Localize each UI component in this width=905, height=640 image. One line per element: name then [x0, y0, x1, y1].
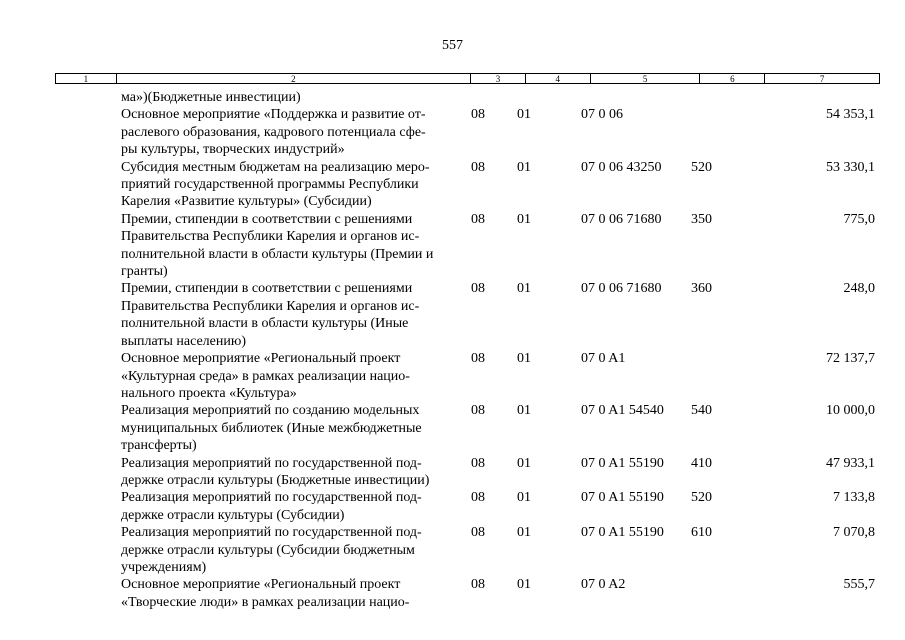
- row-description: Реализация мероприятий по государственной под- держке отрасли культуры (Субсидии бюджетным учреждениям): [121, 525, 422, 575]
- table-body: [0, 89, 905, 611]
- row-section: 08: [471, 107, 485, 123]
- row-subsection: 01: [517, 211, 531, 227]
- table-row: [0, 159, 905, 211]
- row-description: Реализация мероприятий по созданию модельных муниципальных библиотек (Иные межбюджетные трансферты): [121, 403, 422, 454]
- row-target-article: 07 0 A1 55190: [581, 455, 664, 471]
- row-amount: 248,0: [843, 281, 875, 297]
- row-expense-type: 520: [691, 159, 712, 175]
- row-section: 08: [471, 159, 485, 175]
- row-section: 08: [471, 281, 485, 297]
- row-subsection: 01: [517, 281, 531, 297]
- row-amount: 10 000,0: [826, 403, 875, 419]
- row-amount: 47 933,1: [826, 455, 875, 471]
- table-row: [0, 350, 905, 402]
- row-section: 08: [471, 525, 485, 541]
- table-row: [0, 524, 905, 576]
- table-row: [0, 455, 905, 490]
- row-subsection: 01: [517, 403, 531, 419]
- row-description: Основное мероприятие «Поддержка и развитие от- раслевого образования, кадрового потенциала сфе- ры культуры, творческих индустрий»: [121, 107, 426, 158]
- row-description: Субсидия местным бюджетам на реализацию меро- приятий государственной программы Республики Карелия «Развитие культуры» (Субсидии): [121, 159, 430, 210]
- row-target-article: 07 0 A1: [581, 351, 626, 367]
- header-col-7: 7: [764, 74, 879, 83]
- row-target-article: 07 0 A1 54540: [581, 403, 664, 419]
- row-section: 08: [471, 403, 485, 419]
- row-description: Основное мероприятие «Региональный проект «Творческие люди» в рамках реализации нацио-: [121, 577, 410, 610]
- row-subsection: 01: [517, 455, 531, 471]
- header-col-4: 4: [525, 74, 590, 83]
- table-row: [0, 402, 905, 454]
- header-col-3: 3: [470, 74, 525, 83]
- row-expense-type: 360: [691, 281, 712, 297]
- row-subsection: 01: [517, 490, 531, 506]
- row-target-article: 07 0 06 71680: [581, 211, 662, 227]
- table-header: [55, 73, 880, 84]
- row-description: Основное мероприятие «Региональный проект «Культурная среда» в рамках реализации нацио- нального проекта «Культура»: [121, 351, 410, 401]
- table-row: [0, 489, 905, 524]
- row-description: ма»)(Бюджетные инвестиции): [121, 90, 301, 105]
- row-amount: 775,0: [843, 211, 875, 227]
- row-expense-type: 410: [691, 455, 712, 471]
- row-section: 08: [471, 211, 485, 227]
- header-col-2: 2: [116, 74, 470, 83]
- row-target-article: 07 0 06: [581, 107, 623, 123]
- row-subsection: 01: [517, 159, 531, 175]
- row-description: Премии, стипендии в соответствии с решениями Правительства Республики Карелия и органов ис- полнительной власти в области культуры (Премии и гранты): [121, 211, 434, 280]
- row-amount: 555,7: [843, 577, 875, 593]
- row-section: 08: [471, 455, 485, 471]
- row-section: 08: [471, 351, 485, 367]
- header-col-6: 6: [699, 74, 764, 83]
- row-expense-type: 350: [691, 211, 712, 227]
- row-amount: 54 353,1: [826, 107, 875, 123]
- row-section: 08: [471, 577, 485, 593]
- row-amount: 53 330,1: [826, 159, 875, 175]
- row-subsection: 01: [517, 351, 531, 367]
- row-target-article: 07 0 06 71680: [581, 281, 662, 297]
- row-expense-type: 540: [691, 403, 712, 419]
- row-expense-type: 610: [691, 525, 712, 541]
- row-amount: 72 137,7: [826, 351, 875, 367]
- header-col-5: 5: [590, 74, 700, 83]
- table-row: [0, 576, 905, 611]
- row-description: Реализация мероприятий по государственной под- держке отрасли культуры (Субсидии): [121, 490, 422, 523]
- table-row: [0, 280, 905, 350]
- row-expense-type: 520: [691, 490, 712, 506]
- row-target-article: 07 0 A2: [581, 577, 626, 593]
- row-subsection: 01: [517, 577, 531, 593]
- row-subsection: 01: [517, 525, 531, 541]
- row-target-article: 07 0 A1 55190: [581, 525, 664, 541]
- table-row: [0, 106, 905, 158]
- page-number: 557: [442, 38, 463, 53]
- row-amount: 7 070,8: [833, 525, 875, 541]
- row-description: Реализация мероприятий по государственной под- держке отрасли культуры (Бюджетные инвестиции): [121, 455, 430, 488]
- table-row: [0, 211, 905, 281]
- row-target-article: 07 0 06 43250: [581, 159, 662, 175]
- row-description: Премии, стипендии в соответствии с решениями Правительства Республики Карелия и органов ис- полнительной власти в области культуры (Иные выплаты населению): [121, 281, 420, 349]
- row-section: 08: [471, 490, 485, 506]
- row-target-article: 07 0 A1 55190: [581, 490, 664, 506]
- table-row: [0, 89, 905, 106]
- row-amount: 7 133,8: [833, 490, 875, 506]
- header-col-1: 1: [83, 74, 89, 84]
- row-subsection: 01: [517, 107, 531, 123]
